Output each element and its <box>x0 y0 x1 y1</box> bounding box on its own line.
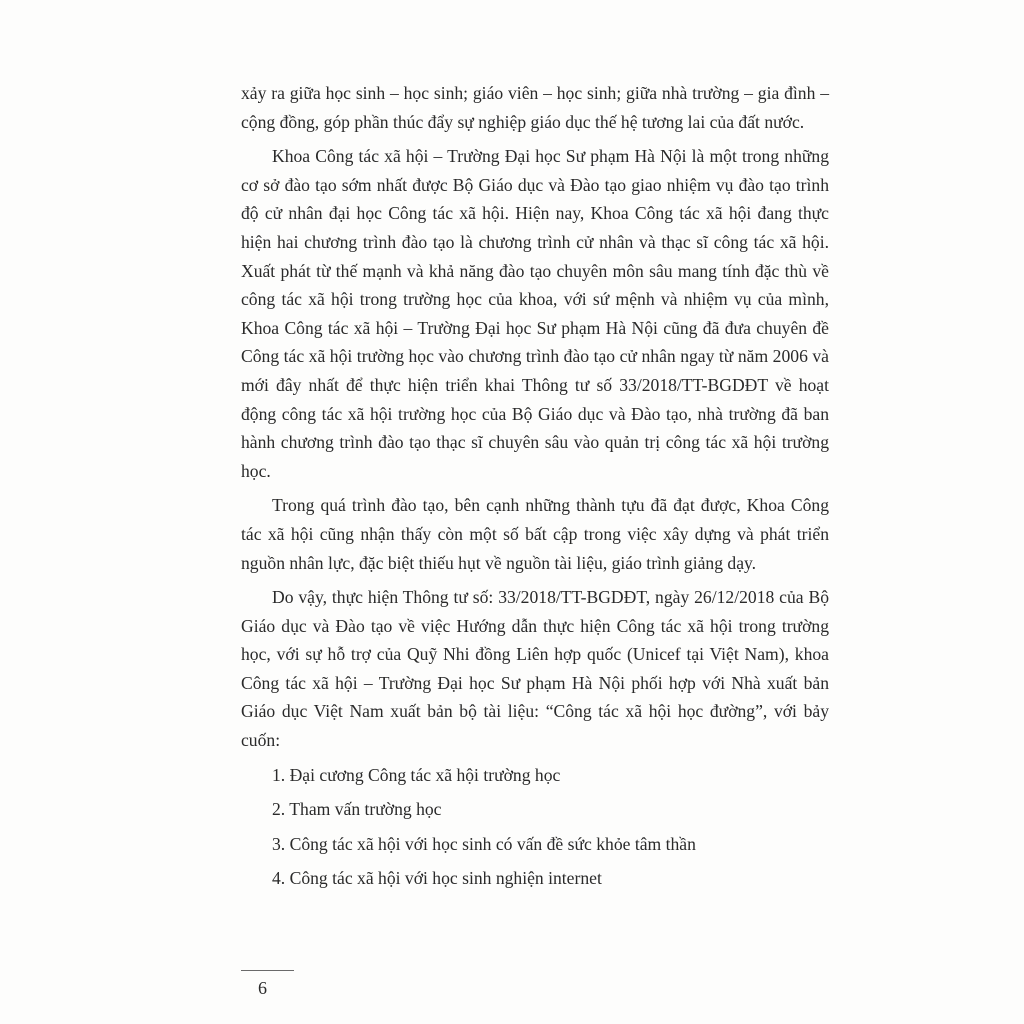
list-item: 4. Công tác xã hội với học sinh nghiện internet <box>272 868 602 889</box>
list-item: 1. Đại cương Công tác xã hội trường học <box>272 764 561 785</box>
list-item: 2. Tham vấn trường học <box>272 799 442 820</box>
paragraph-continuation: xảy ra giữa học sinh – học sinh; giáo viên – học sinh; giữa nhà trường – gia đình – cộng đồng, góp phần thúc đẩy sự nghiệp giáo dục thế hệ tương lai của đất nước. <box>241 83 829 132</box>
page-number: 6 <box>258 978 267 998</box>
body-text <box>241 79 829 899</box>
book-series-list <box>241 761 829 893</box>
paragraph-faculty-history: Khoa Công tác xã hội – Trường Đại học Sư phạm Hà Nội là một trong những cơ sở đào tạo sớm nhất được Bộ Giáo dục và Đào tạo giao nhiệm vụ đào tạo trình độ cử nhân đại học Công tác xã hội. Hiện nay, Khoa Công tác xã hội đang thực hiện hai chương trình đào tạo là chương trình cử nhân và thạc sĩ công tác xã hội. Xuất phát từ thế mạnh và khả năng đào tạo chuyên môn sâu mang tính đặc thù về công tác xã hội trong trường học của khoa, với sứ mệnh và nhiệm vụ của mình, Khoa Công tác xã hội – Trường Đại học Sư phạm Hà Nội cũng đã đưa chuyên đề Công tác xã hội trường học vào chương trình đào tạo cử nhân ngay từ năm 2006 và mới đây nhất để thực hiện triển khai Thông tư số 33/2018/TT-BGDĐT về hoạt động công tác xã hội trường học của Bộ Giáo dục và Đào tạo, nhà trường đã ban hành chương trình đào tạo thạc sĩ chuyên sâu vào quản trị công tác xã hội trường học. <box>241 146 829 481</box>
paragraph-training-gaps: Trong quá trình đào tạo, bên cạnh những thành tựu đã đạt được, Khoa Công tác xã hội cũng nhận thấy còn một số bất cập trong việc xây dựng và phát triển nguồn nhân lực, đặc biệt thiếu hụt về nguồn tài liệu, giáo trình giảng dạy. <box>241 495 829 573</box>
footer-divider <box>241 970 294 971</box>
paragraph-publication: Do vậy, thực hiện Thông tư số: 33/2018/TT-BGDĐT, ngày 26/12/2018 của Bộ Giáo dục và Đào tạo về việc Hướng dẫn thực hiện Công tác xã hội trong trường học, với sự hỗ trợ của Quỹ Nhi đồng Liên hợp quốc (Unicef tại Việt Nam), khoa Công tác xã hội – Trường Đại học Sư phạm Hà Nội phối hợp với Nhà xuất bản Giáo dục Việt Nam xuất bản bộ tài liệu: “Công tác xã hội học đường”, với bảy cuốn: <box>241 587 829 751</box>
list-item: 3. Công tác xã hội với học sinh có vấn đề sức khỏe tâm thần <box>272 833 696 854</box>
